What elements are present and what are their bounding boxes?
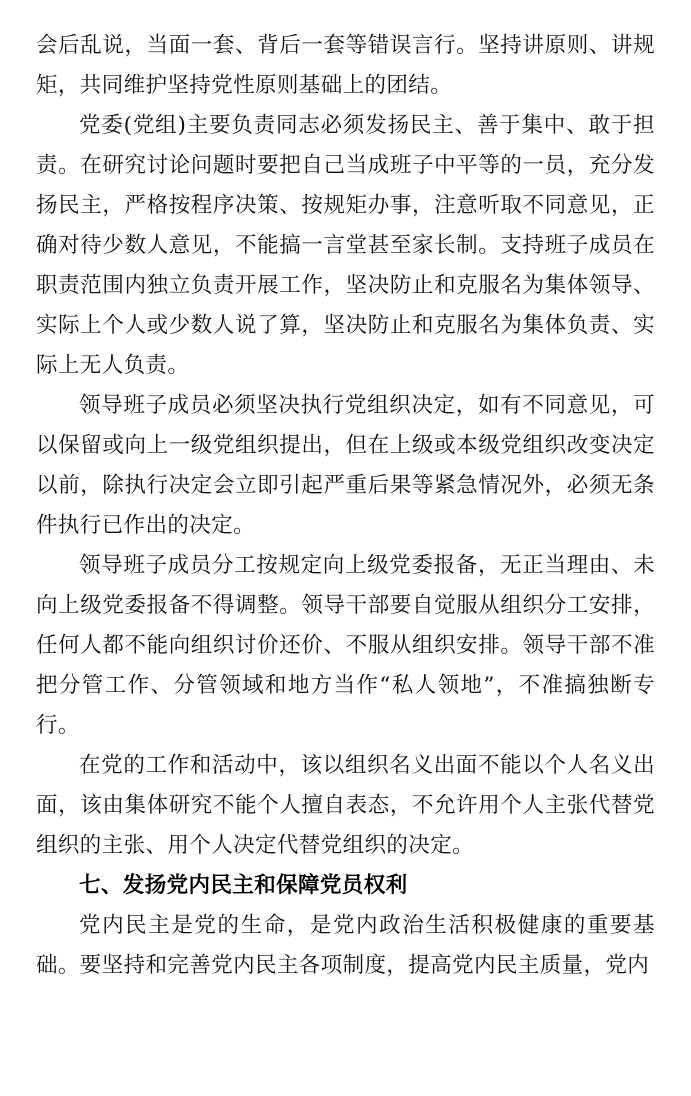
paragraph: 在党的工作和活动中，该以组织名义出面不能以个人名义出面，该由集体研究不能个人擅自表态，不允许用个人主张代替党组织的主张、用个人决定代替党组织的决定。 (36, 753, 655, 858)
paragraph: 领导班子成员分工按规定向上级党委报备，无正当理由、未向上级党委报备不得调整。领导干部要自觉服从组织分工安排，任何人都不能向组织讨价还价、不服从组织安排。领导干部不准把分管工作、分管领域和地方当作“私人领地”，不准搞独断专行。 (36, 553, 655, 738)
paragraph: 党内民主是党的生命，是党内政治生活积极健康的重要基础。要坚持和完善党内民主各项制度，提高党内民主质量，党内 (36, 913, 655, 978)
section-heading: 七、发扬党内民主和保障党员权利 (79, 873, 408, 898)
paragraph: 党委(党组)主要负责同志必须发扬民主、善于集中、敢于担责。在研究讨论问题时要把自己当成班子中平等的一员，充分发扬民主，严格按程序决策、按规矩办事，注意听取不同意见，正确对待少数人意见，不能搞一言堂甚至家长制。支持班子成员在职责范围内独立负责开展工作，坚决防止和克服名为集体领导、实际上个人或少数人说了算，坚决防止和克服名为集体负责、实际上无人负责。 (36, 113, 655, 378)
paragraph: 会后乱说，当面一套、背后一套等错误言行。坚持讲原则、讲规矩，共同维护坚持党性原则基础上的团结。 (36, 33, 655, 98)
paragraph: 领导班子成员必须坚决执行党组织决定，如有不同意见，可以保留或向上一级党组织提出，但在上级或本级党组织改变决定以前，除执行决定会立即引起严重后果等紧急情况外，必须无条件执行已作出的决定。 (36, 393, 655, 538)
document-body (36, 26, 655, 986)
